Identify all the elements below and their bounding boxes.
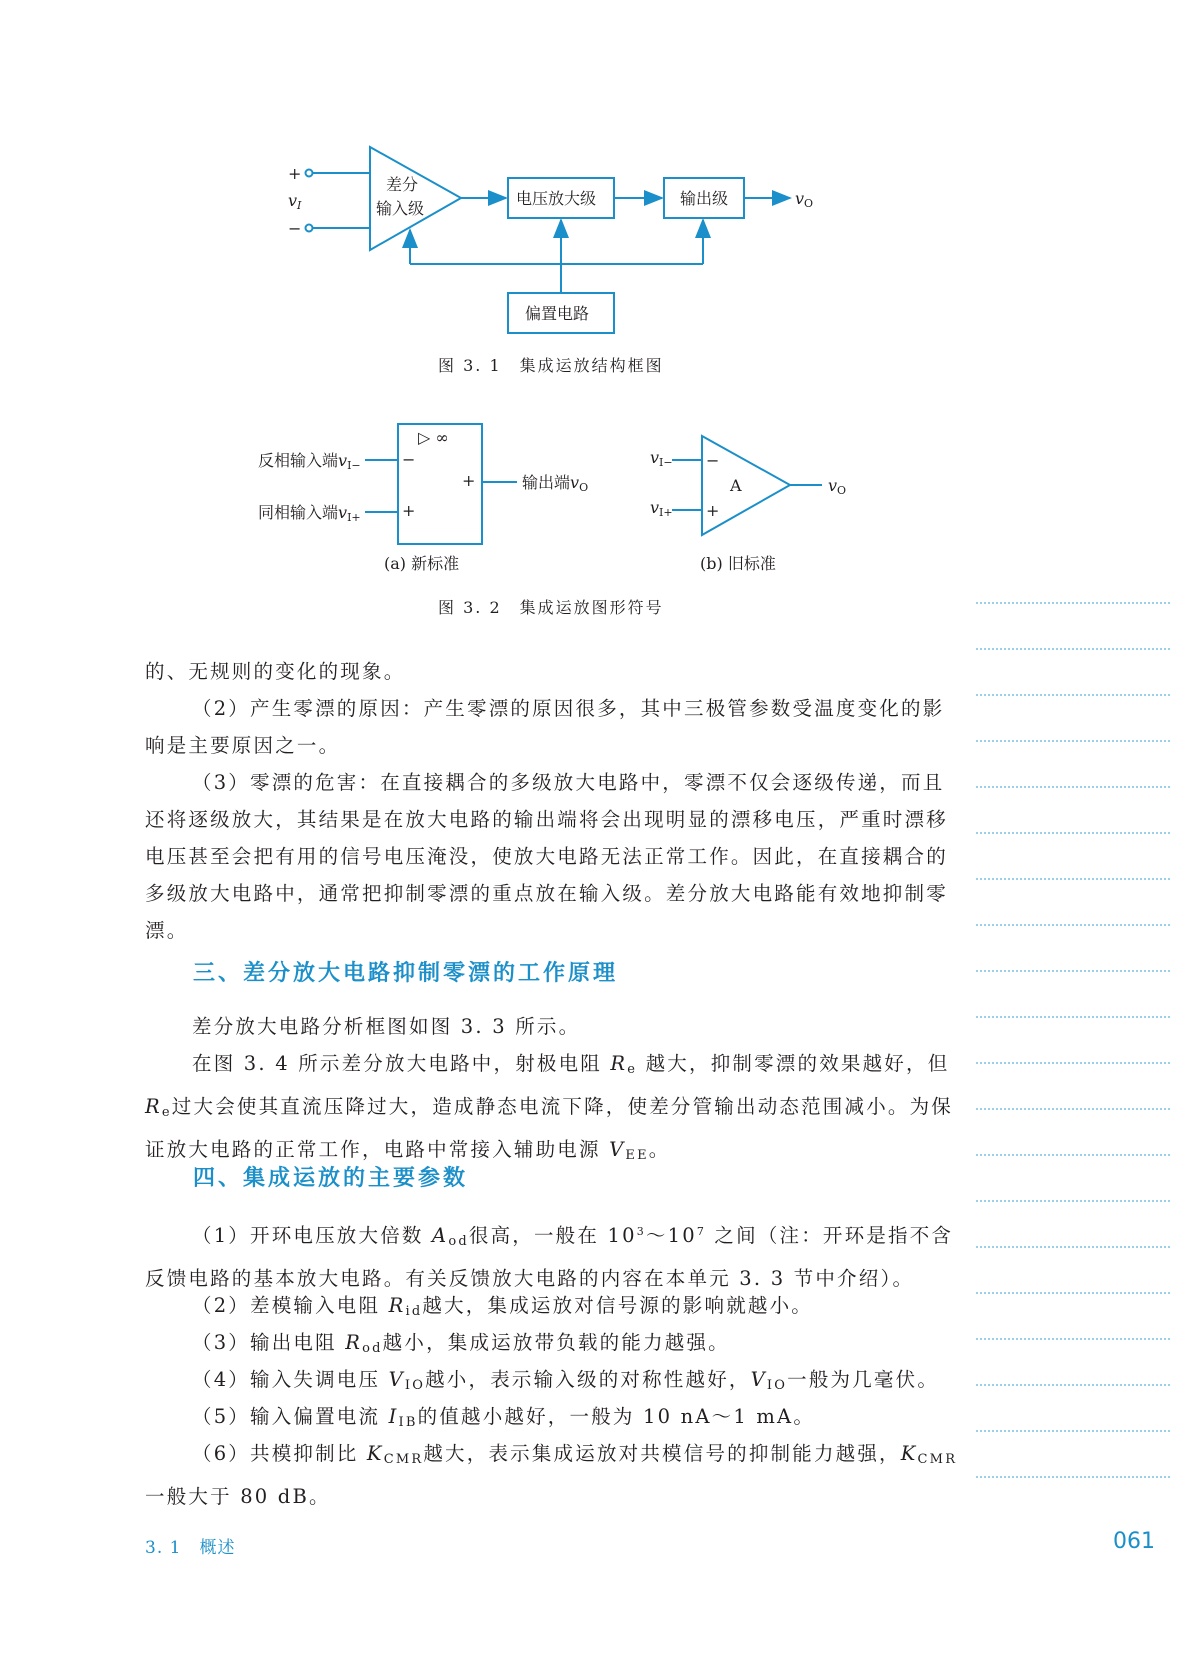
vio-symbol: V [388, 1368, 405, 1391]
paragraph-2 [145, 690, 965, 764]
inv-var: v [338, 451, 348, 470]
noninv-var: v [338, 503, 348, 522]
bias-label: 偏置电路 [525, 304, 590, 323]
re-symbol: R [610, 1052, 628, 1075]
p10-text-a: （6）共模抑制比 [192, 1442, 367, 1465]
out-sub: O [579, 481, 589, 494]
footer-section: 3. 1 概述 [145, 1538, 236, 1558]
noninv-sub: I+ [347, 511, 361, 524]
output-var: v [795, 189, 805, 208]
p5-text-b: 很高，一般在 10 [468, 1224, 637, 1247]
p7-text-b: 越小，集成运放带负载的能力越强。 [382, 1331, 730, 1354]
diff-stage-line1: 差分 [386, 175, 419, 194]
paragraph-4 [145, 1008, 965, 1045]
output-port-label [522, 473, 588, 494]
opamp-symbol: ▷ ∞ [418, 428, 449, 447]
inv-input-label [258, 451, 361, 472]
vee-sub: EE [625, 1148, 649, 1163]
note-line [976, 694, 1170, 696]
note-line [976, 832, 1170, 834]
minus-sign: − [288, 219, 302, 238]
output-sub: O [804, 197, 814, 210]
p4-text-d: 。 [648, 1138, 671, 1161]
paragraph-5 [145, 1045, 965, 1174]
noninv-text: 同相输入端 [258, 503, 339, 522]
p5-text-c: ～10 [645, 1224, 697, 1247]
note-line [976, 786, 1170, 788]
page-number: 061 [1113, 1529, 1155, 1554]
p4-text-c: 过大会使其直流压降过大，造成静态电流下降，使差分管输出动态范围减小。为保证放大电路的正常工作，电路中常接入辅助电源 [145, 1095, 953, 1161]
out-var: v [570, 473, 580, 492]
note-line [976, 1016, 1170, 1018]
out-text: 输出端 [522, 473, 571, 492]
p9-text-a: （5）输入偏置电流 [192, 1405, 389, 1428]
iib-symbol: I [388, 1405, 399, 1428]
old-in2-var: v [650, 498, 660, 517]
noninv-input-label [258, 503, 361, 524]
p2-text: （3）零漂的危害：在直接耦合的多级放大电路中，零漂不仅会逐级传递，而且还将逐级放大，其结果是在放大电路的输出端将会出现明显的漂移电压，严重时漂移电压甚至会把有用的信号电压淹没，使放大电路无法正常工作。因此，在直接耦合的多级放大电路中，通常把抑制零漂的重点放在输入级。差分放大电路能有效地抑制零漂。 [145, 771, 948, 942]
note-line [976, 970, 1170, 972]
note-line [976, 1430, 1170, 1432]
figure1-caption: 图 3. 1 集成运放结构框图 [438, 356, 664, 375]
old-amp-label: A [730, 476, 742, 495]
old-minus: − [706, 451, 720, 470]
kcmr-sub: CMR [383, 1452, 424, 1467]
old-in2-sub: I+ [659, 506, 673, 519]
p10-text-b: 越大，表示集成运放对共模信号的抑制能力越强， [423, 1442, 901, 1465]
p3-text: 差分放大电路分析框图如图 3. 3 所示。 [192, 1015, 581, 1038]
aod-sub: od [448, 1234, 469, 1249]
kcmr-sub-2: CMR [917, 1452, 958, 1467]
old-out-var: v [828, 476, 838, 495]
vee-symbol: V [609, 1138, 626, 1161]
note-line [976, 924, 1170, 926]
p1-text: （2）产生零漂的原因：产生零漂的原因很多，其中三极管参数受温度变化的影响是主要原因之一。 [145, 697, 945, 757]
p4-text-b: 越大，抑制零漂的效果越好，但 [637, 1052, 950, 1075]
kcmr-symbol-2: K [900, 1442, 918, 1465]
note-line [976, 1108, 1170, 1110]
exp-7: 7 [696, 1225, 707, 1238]
note-line [976, 740, 1170, 742]
input-var: v [288, 191, 298, 210]
old-in2-label [650, 498, 673, 519]
old-standard-caption: (b) 旧标准 [700, 554, 776, 573]
paragraph-11 [145, 1435, 965, 1515]
note-line [976, 1292, 1170, 1294]
box-minus: − [402, 450, 416, 469]
rid-sub: id [405, 1304, 423, 1319]
note-line [976, 648, 1170, 650]
p8-text-c: 一般为几毫伏。 [787, 1368, 940, 1391]
old-in1-var: v [650, 448, 660, 467]
p10-text-c: 一般大于 80 dB。 [145, 1485, 331, 1508]
vio-symbol-2: V [750, 1368, 767, 1391]
aod-symbol: A [432, 1224, 449, 1247]
plus-sign: + [288, 164, 302, 183]
figure2-caption: 图 3. 2 集成运放图形符号 [438, 598, 664, 617]
inv-sub: I− [347, 459, 361, 472]
p5-text-d: 之间（注：开环是指不含反馈电路的基本放大电路。有关反馈放大电路的内容在本单元 3. 3 节中介绍）。 [145, 1224, 954, 1290]
output-stage-label: 输出级 [680, 189, 729, 208]
section-heading-3: 三、差分放大电路抑制零漂的工作原理 [193, 961, 619, 986]
note-line [976, 1154, 1170, 1156]
voltage-amp-label: 电压放大级 [516, 189, 597, 208]
iib-sub: IB [398, 1415, 418, 1430]
p8-text-a: （4）输入失调电压 [192, 1368, 389, 1391]
box-plus: + [402, 501, 416, 520]
section-heading-4: 四、集成运放的主要参数 [193, 1166, 469, 1191]
note-line [976, 1246, 1170, 1248]
p4-text-a: 在图 3. 4 所示差分放大电路中，射极电阻 [192, 1052, 611, 1075]
opamp-symbol-figure [0, 0, 1203, 600]
paragraph-6 [145, 1213, 965, 1297]
rod-sub: od [362, 1341, 383, 1356]
note-line [976, 1384, 1170, 1386]
p6-text-a: （2）差模输入电阻 [192, 1294, 389, 1317]
old-out-label [828, 476, 846, 497]
p8-text-b: 越小，表示输入级的对称性越好， [425, 1368, 751, 1391]
note-line [976, 1200, 1170, 1202]
p6-text-b: 越大，集成运放对信号源的影响就越小。 [422, 1294, 813, 1317]
exp-3: 3 [636, 1225, 646, 1238]
kcmr-symbol: K [366, 1442, 384, 1465]
rid-symbol: R [388, 1294, 406, 1317]
input-sub: I [297, 199, 302, 212]
re-sub: e [627, 1062, 638, 1077]
re-symbol-2: R [145, 1095, 162, 1118]
p9-text-b: 的值越小越好，一般为 10 nA～1 mA。 [417, 1405, 816, 1428]
note-line [976, 602, 1170, 604]
old-out-sub: O [837, 484, 847, 497]
rod-symbol: R [345, 1331, 363, 1354]
inv-text: 反相输入端 [258, 451, 339, 470]
box-out-plus: + [462, 471, 476, 490]
note-line [976, 1062, 1170, 1064]
paragraph-0: 的、无规则的变化的现象。 [145, 660, 406, 683]
note-line [976, 1338, 1170, 1340]
old-plus: + [706, 501, 720, 520]
re-sub-2: e [161, 1105, 172, 1120]
vio-sub-2: IO [766, 1378, 788, 1393]
p5-text-a: （1）开环电压放大倍数 [192, 1224, 433, 1247]
new-standard-caption: (a) 新标准 [384, 554, 460, 573]
vio-sub: IO [404, 1378, 426, 1393]
old-in1-label [650, 448, 673, 469]
diff-stage-line2: 输入级 [376, 199, 425, 218]
note-line [976, 878, 1170, 880]
p7-text-a: （3）输出电阻 [192, 1331, 346, 1354]
old-in1-sub: I− [659, 456, 673, 469]
note-line [976, 1476, 1170, 1478]
paragraph-3 [145, 764, 965, 949]
